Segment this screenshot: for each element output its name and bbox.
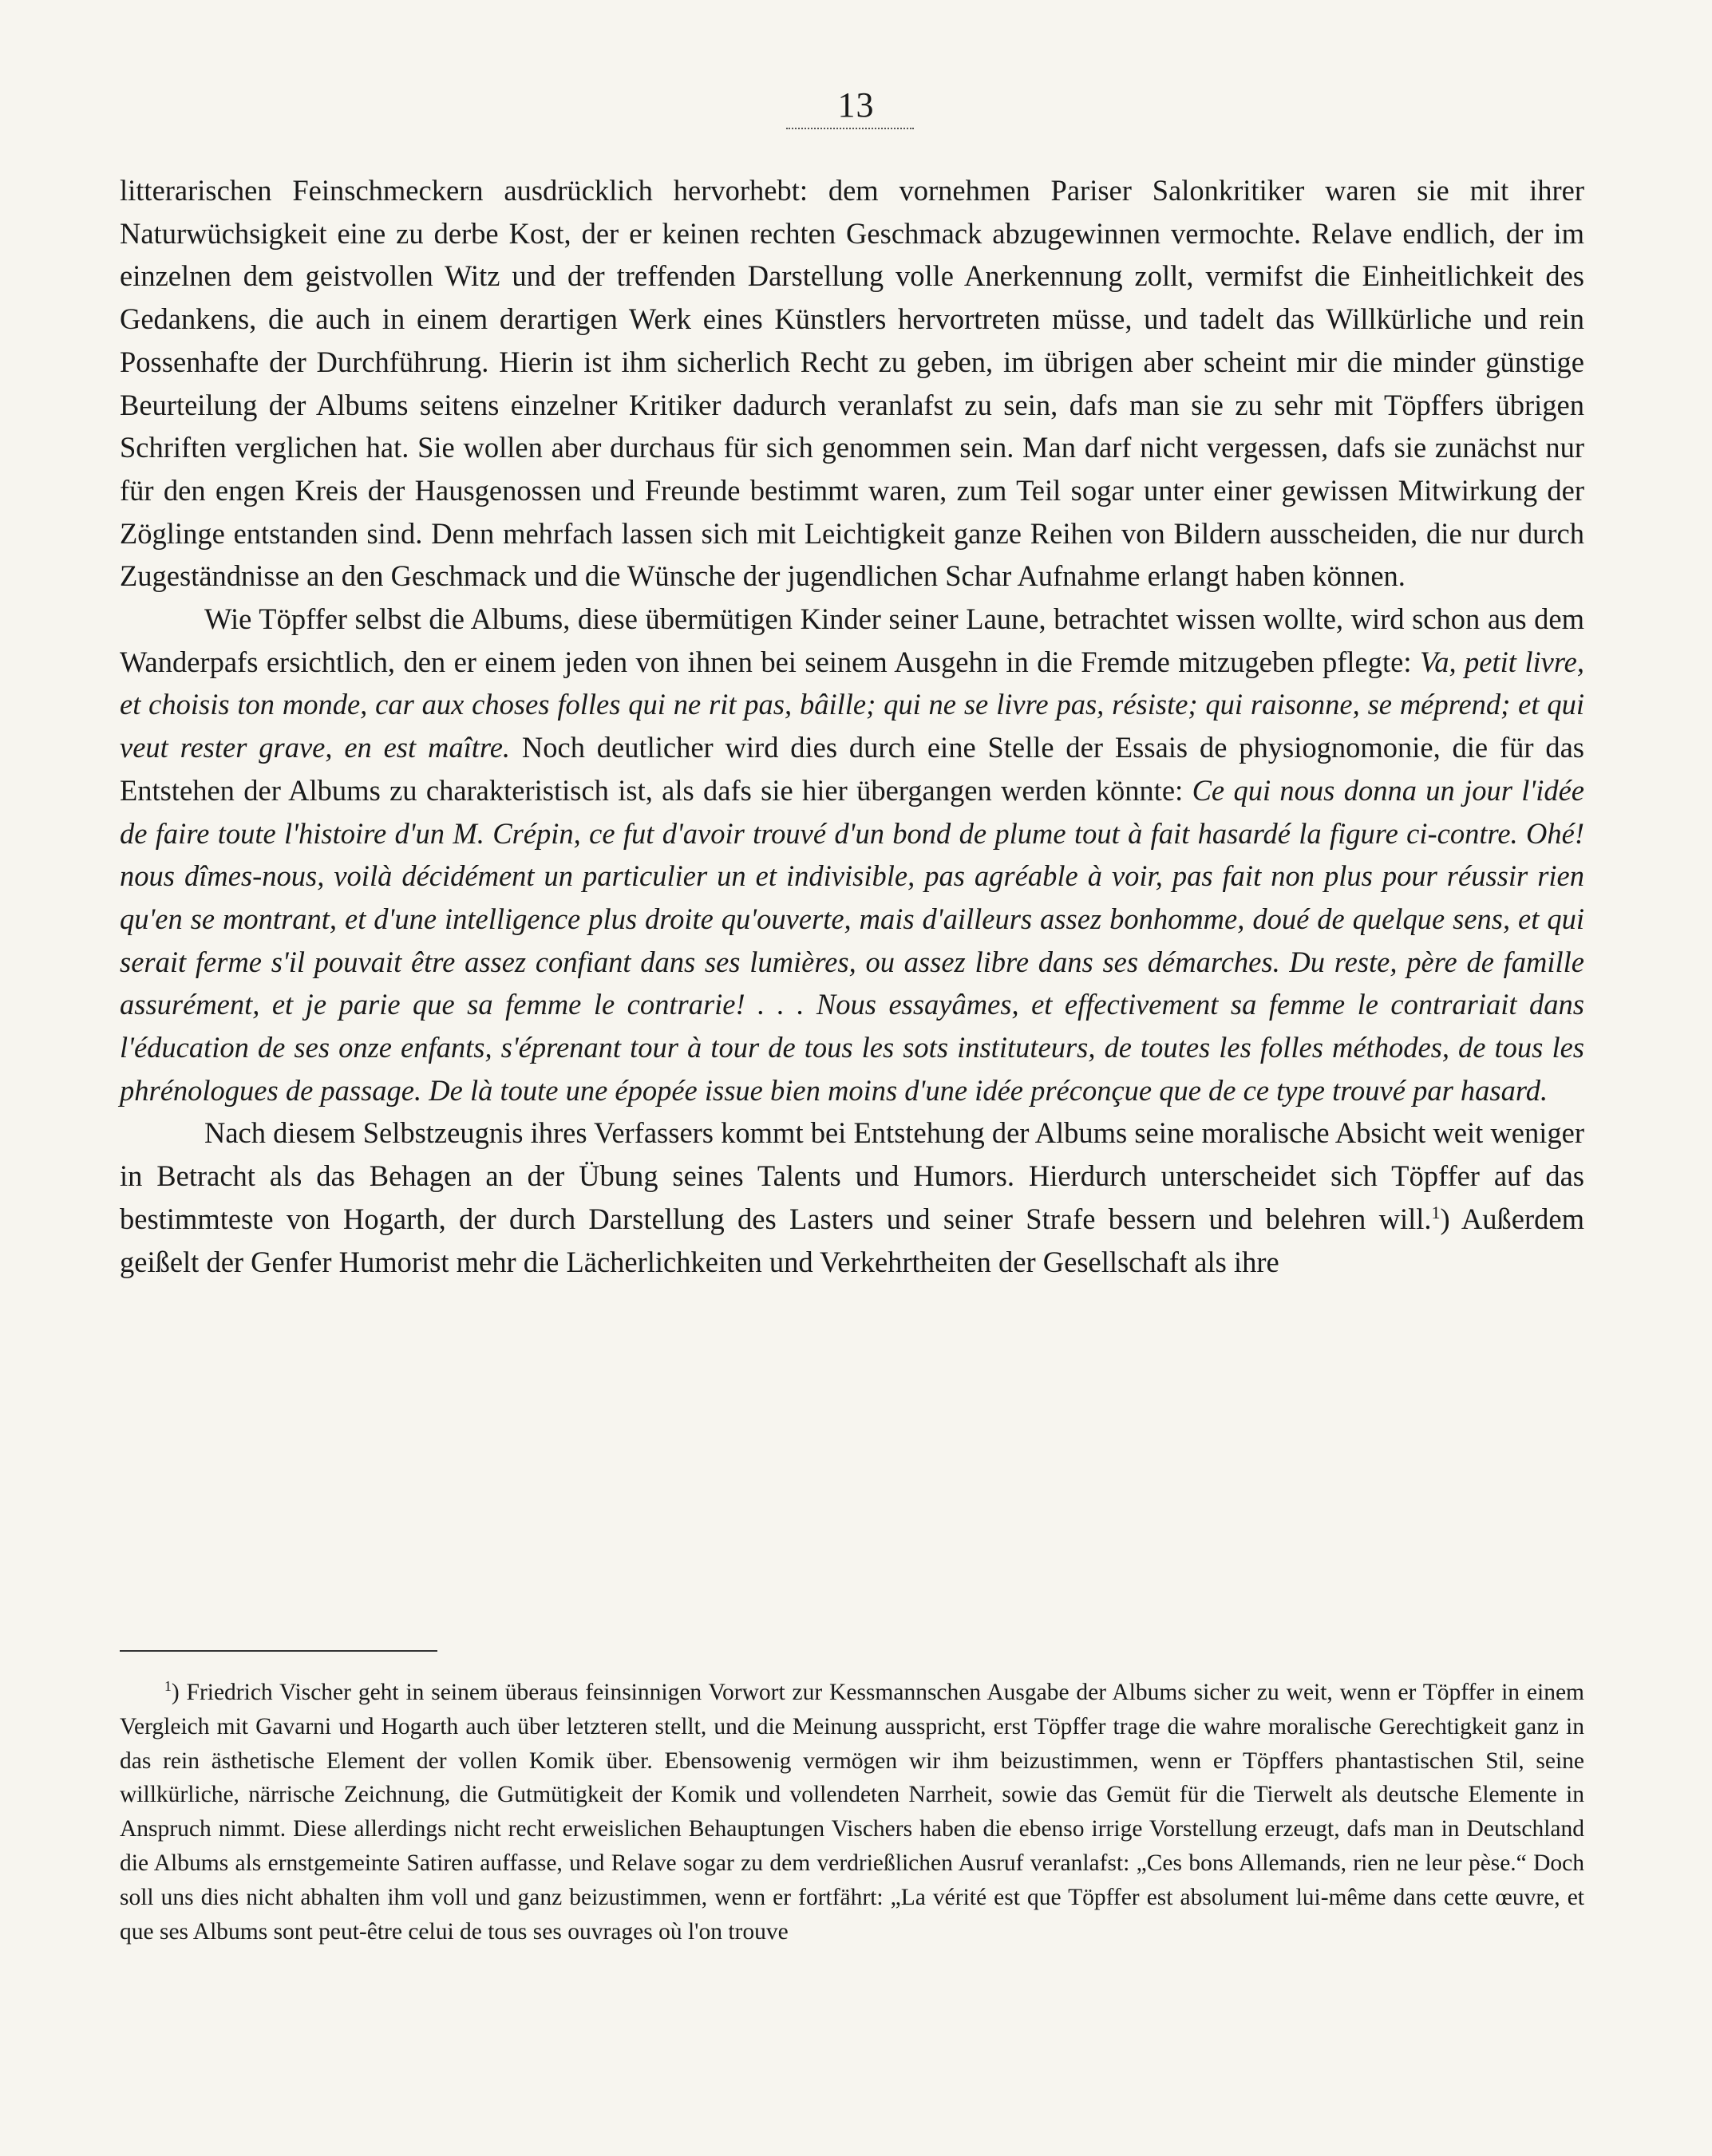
footnote-marker: 1: [1431, 1202, 1441, 1222]
text-segment: Nach diesem Selbstzeugnis ihres Verfassers kommt bei Entstehung der Albums seine moralische Absicht weit weniger in Betracht als das Behagen an der Übung seines Talents und Humors. Hierdurch unterscheidet sich Töpffer auf das bestimmteste von Hogarth, der durch Darstellung des Lasters und seiner Strafe bessern und belehren will.: [120, 1116, 1584, 1235]
page-number: 13: [837, 85, 875, 124]
text-segment: litterarischen Feinschmeckern ausdrücklich hervorhebt: dem vornehmen Pariser Salonkritiker waren sie mit ihrer Naturwüchsigkeit eine zu derbe Kost, der er keinen rechten Geschmack abzugewinnen vermochte. Relave endlich, der im einzelnen dem geistvollen Witz und der treffenden Darstellung volle Anerkennung zollt, vermifst die Einheitlichkeit des Gedankens, die auch in einem derartigen Werk eines Künstlers hervortreten müsse, und tadelt das Willkürliche und rein Possenhafte der Durchführung. Hierin ist ihm sicherlich Recht zu geben, im übrigen aber scheint mir die minder günstige Beurteilung der Albums seitens einzelner Kritiker dadurch veranlafst zu sein, dafs man sie zu sehr mit Töpffers übrigen Schriften verglichen hat. Sie wollen aber durchaus für sich genommen sein. Man darf nicht vergessen, dafs sie zunächst nur für den engen Kreis der Hausgenossen und Freunde bestimmt waren, zum Teil sogar unter einer gewissen Mitwirkung der Zöglinge entstanden sind. Denn mehrfach lassen sich mit Leichtigkeit ganze Reihen von Bildern ausscheiden, die nur durch Zugeständnisse an den Geschmack und die Wünsche der jugendlichen Schar Aufnahme erlangt haben können.: [120, 174, 1584, 593]
paragraph-1: [120, 169, 1584, 598]
footnotes: [120, 1676, 1584, 1949]
footnote-text: ) Friedrich Vischer geht in seinem überaus feinsinnigen Vorwort zur Kessmannschen Ausgabe der Albums sicher zu weit, wenn er Töpffer in einem Vergleich mit Gavarni und Hogarth auch über letzteren stellt, und die Meinung ausspricht, erst Töpffer trage die wahre moralische Gerechtigkeit ganz in das rein ästhetische Element der vollen Komik über. Ebensowenig vermögen wir ihm beizustimmen, wenn er Töpffers phantastischen Stil, seine willkürliche, närrische Zeichnung, die Gutmütigkeit der Komik und vollendeten Narrheit, sowie das Gemüt für die Tierwelt als deutsche Elemente in Anspruch nimmt. Diese allerdings nicht recht erweislichen Behauptungen Vischers haben die ebenso irrige Vorstellung erzeugt, dafs man in Deutschland die Albums als ernstgemeinte Satiren auffasse, und Relave sogar zu dem verdrießlichen Ausruf veranlafst: „Ces bons Allemands, rien ne leur pèse.“ Doch soll uns dies nicht abhalten ihm voll und ganz beizustimmen, wenn er fortfährt: „La vérité est que Töpffer est absolument lui-même dans cette œuvre, et que ses Albums sont peut-être celui de tous ses ouvrages où l'on trouve: [120, 1680, 1584, 1945]
footnote-number: 1: [164, 1678, 172, 1695]
main-text: [120, 169, 1584, 1283]
french-quote: Va, petit livre, et choisis ton monde, car aux choses folles qui ne rit pas, bâille; qui ne se livre pas, résiste; qui raisonne, se méprend; et qui veut rester grave, en est maître.: [120, 645, 1585, 764]
footnote-1: [120, 1676, 1584, 1949]
paragraph-2: [120, 598, 1584, 1112]
page-number-ornament: [786, 128, 914, 134]
french-quote: Ce qui nous donna un jour l'idée de faire toute l'histoire d'un M. Crépin, ce fut d'avoir trouvé d'un bond de plume tout à fait hasardé la figure ci-contre. Ohé! nous dîmes-nous, voilà décidément un particulier un et indivisible, pas agréable à voir, pas fait non plus pour réussir rien qu'en se montrant, et d'une intelligence plus droite qu'ouverte, mais d'ailleurs assez bonhomme, doué de quelque sens, et qui serait ferme s'il pouvait être assez confiant dans ses lumières, ou assez libre dans ses démarches. Du reste, père de famille assurément, et je parie que sa femme le contrarie! . . . Nous essayâmes, et effectivement sa femme le contrariait dans l'éducation de ses onze enfants, s'éprenant tour à tour de tous les sots instituteurs, de toutes les folles méthodes, de tous les phrénologues de passage. De là toute une épopée issue bien moins d'une idée préconçue que de ce type trouvé par hasard.: [120, 773, 1584, 1107]
text-segment: Wie Töpffer selbst die Albums, diese übermütigen Kinder seiner Laune, betrachtet wissen wollte, wird schon aus dem Wanderpafs ersichtlich, den er einem jeden von ihnen bei seinem Ausgehn in die Fremde mitzugeben pflegte:: [120, 602, 1584, 678]
footnote-divider: [120, 1650, 437, 1652]
text-segment: ) Außerdem geißelt der Genfer Humorist mehr die Lächerlichkeiten und Verkehrtheiten der Gesellschaft als ihre: [120, 1202, 1584, 1278]
paragraph-3: [120, 1112, 1584, 1283]
text-segment: Noch deutlicher wird dies durch eine Stelle der Essais de physiognomonie, die für das Entstehen der Albums zu charakteristisch ist, als dafs sie hier übergangen werden könnte:: [120, 731, 1584, 807]
